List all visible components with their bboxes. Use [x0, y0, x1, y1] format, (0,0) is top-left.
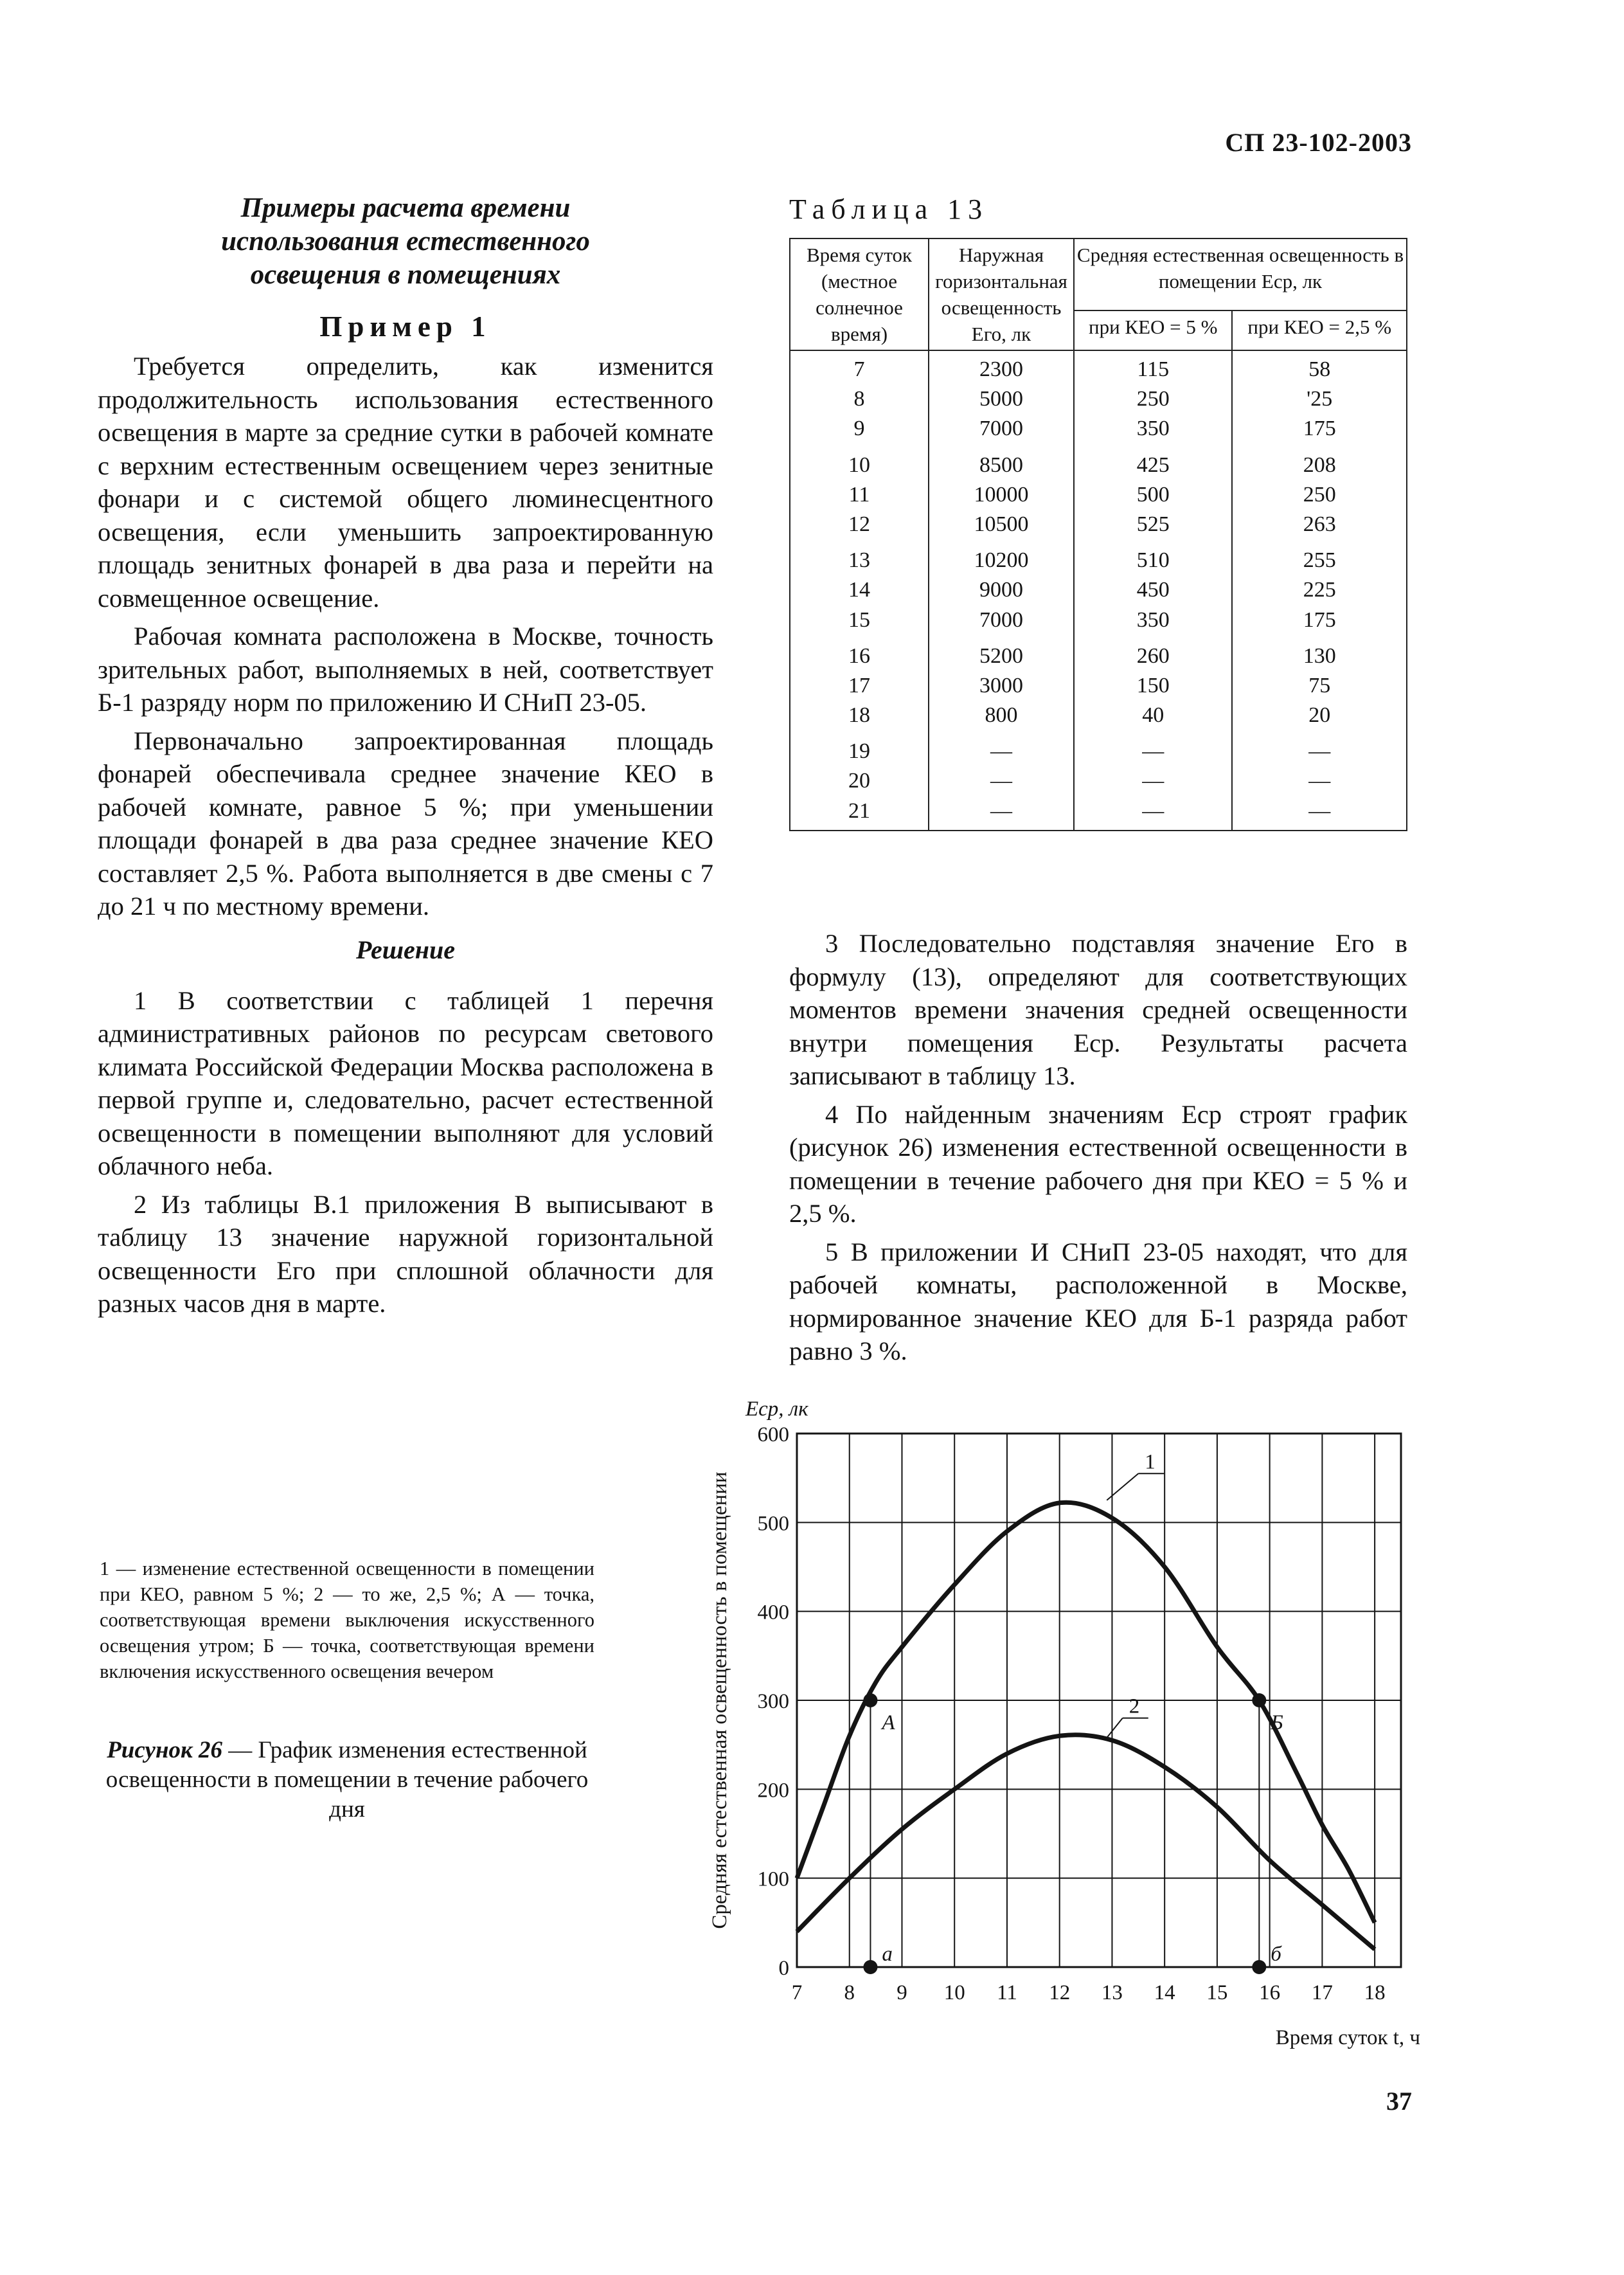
y-axis-side-label: Средняя естественная освещенность в помещении: [708, 1471, 731, 1929]
paragraph: 1 В соответствии с таблицей 1 перечня административных районов по ресурсам светового климата Российской Федерации Москва расположена в первой группе и, следовательно, расчет естественной освещенности в помещении выполняют для условий облачного неба.: [98, 985, 713, 1180]
y-axis-top-label: Eср, лк: [745, 1398, 808, 1421]
annotation-label: а: [882, 1943, 893, 1966]
table-cell: —: [1142, 798, 1164, 823]
page-number: 37: [1386, 2087, 1412, 2116]
table-row: [790, 350, 1407, 831]
table-cell: 9000: [979, 578, 1023, 602]
section-title: [98, 192, 713, 292]
paragraph: 3 Последовательно подставляя значение Eго в формулу (13), определяют для соответствующих моментов времени значения средней освещенности внутри помещения Eср. Результаты расчета записывают в таблицу 13.: [789, 929, 1407, 1090]
table-cell: 10: [848, 453, 870, 477]
table-cell: 10200: [974, 548, 1029, 573]
x-axis-label: Время суток t, ч: [1275, 2026, 1420, 2049]
table-cell: 9: [853, 417, 865, 441]
x-tick-label: 12: [1049, 1981, 1071, 2004]
table-cell: 350: [1136, 607, 1170, 632]
table-cell: 208: [1303, 453, 1336, 477]
section-title-line: Примеры расчета времени: [240, 193, 571, 223]
table-cell: 20: [848, 769, 870, 793]
y-tick-label: 100: [757, 1867, 789, 1891]
table-cell: 800: [985, 703, 1018, 728]
col-header-indoor: Средняя естественная освещенность в помещении Eср, лк: [1074, 238, 1407, 310]
table-cell: 8: [853, 387, 865, 411]
table-cell: 175: [1303, 417, 1336, 441]
table-cell: 11: [848, 482, 870, 507]
table-cell: 260: [1136, 643, 1170, 668]
illuminance-chart: [707, 1369, 1433, 2070]
paragraph: Рабочая комната расположена в Москве, точность зрительных работ, выполняемых в ней, соответствует Б-1 разряду норм по приложению И СНиП 23-05.: [98, 622, 713, 717]
series-label: 1: [1145, 1450, 1156, 1474]
table-caption: Таблица 13: [789, 193, 989, 225]
table-cell: 525: [1136, 512, 1170, 536]
table-cell: 15: [848, 607, 870, 632]
figure-caption-text: — График изменения естественной освещенности в помещении в течение рабочего дня: [105, 1737, 589, 1822]
figure-caption-label: Рисунок 26: [107, 1737, 223, 1763]
table-cell: 40: [1142, 703, 1164, 728]
table-cell: —: [1308, 739, 1331, 764]
section-title-line: освещения в помещениях: [250, 260, 561, 290]
table-cell: 12: [848, 512, 870, 536]
table-cell: 10500: [974, 512, 1029, 536]
annotation-label: б: [1271, 1943, 1281, 1966]
col-header-time: Время суток (местное солнечное время): [790, 238, 929, 350]
x-tick-label: 9: [897, 1981, 907, 2004]
table-cell: 7000: [979, 417, 1023, 441]
x-tick-label: 16: [1259, 1981, 1281, 2004]
y-tick-label: 200: [757, 1779, 789, 1803]
table-cell: 3000: [979, 673, 1023, 697]
table-cell: 250: [1303, 482, 1336, 507]
x-tick-label: 15: [1206, 1981, 1228, 2004]
table-cell: 175: [1303, 607, 1336, 632]
table-cell: 16: [848, 643, 870, 668]
series-label: 2: [1129, 1695, 1140, 1718]
table-cell: 425: [1136, 453, 1170, 477]
col-header-keo25: при КЕО = 2,5 %: [1232, 310, 1407, 350]
y-tick-label: 0: [778, 1957, 789, 1980]
x-tick-label: 13: [1101, 1981, 1123, 2004]
x-tick-label: 14: [1154, 1981, 1175, 2004]
table-cell: —: [1308, 798, 1331, 823]
table-cell: 75: [1308, 673, 1331, 697]
right-column: [789, 927, 1407, 1373]
table-cell: 19: [848, 739, 870, 764]
table-cell: —: [1142, 739, 1164, 764]
section-title-line: использования естественного: [221, 226, 590, 256]
example-title: Пример 1: [319, 310, 492, 343]
table-cell: —: [1142, 769, 1164, 793]
table-cell: 115: [1137, 357, 1170, 381]
paragraph: 4 По найденным значениям Eср строят график (рисунок 26) изменения естественной освещенности в помещении в течение рабочего дня при КЕО = 5 % и 2,5 %.: [789, 1099, 1407, 1228]
x-tick-label: 11: [997, 1981, 1017, 2004]
table-cell: 510: [1136, 548, 1170, 573]
table-cell: 7: [853, 357, 865, 381]
paragraph: 5 В приложении И СНиП 23-05 находят, что для рабочей комнаты, расположенной в Москве, нормированное значение КЕО для Б-1 разряда работ равно 3 %.: [789, 1237, 1407, 1365]
y-tick-label: 600: [757, 1423, 789, 1446]
x-tick-label: 8: [844, 1981, 855, 2004]
table-cell: 150: [1136, 673, 1170, 697]
paragraph: Первоначально запроектированная площадь фонарей обеспечивала среднее значение КЕО в рабочей комнате, равное 5 %; при уменьшении площади фонарей в два раза среднее значение КЕО составляет 2,5 %. Работа выполняется в две смены с 7 до 21 ч по местному времени.: [98, 726, 713, 921]
series-line-2: [797, 1735, 1375, 1950]
table-cell: 7000: [979, 607, 1023, 632]
table-cell: 350: [1136, 417, 1170, 441]
y-tick-label: 500: [757, 1512, 789, 1536]
paragraph: 2 Из таблицы В.1 приложения В выписывают в таблицу 13 значение наружной горизонтальной освещенности Eго при сплошной облачности для разных часов дня в марте.: [98, 1189, 713, 1318]
table-cell: 8500: [979, 453, 1023, 477]
table-cell: 18: [848, 703, 870, 728]
table-cell: —: [990, 798, 1012, 823]
figure-caption: [100, 1736, 594, 1824]
table-cell: 20: [1308, 703, 1331, 728]
table-cell: 255: [1303, 548, 1336, 573]
table-cell: 5000: [979, 387, 1023, 411]
table-cell: —: [990, 739, 1012, 764]
table-cell: 5200: [979, 643, 1023, 668]
table-cell: 21: [848, 798, 870, 823]
x-tick-label: 18: [1364, 1981, 1386, 2004]
table-cell: 58: [1308, 357, 1331, 381]
col-header-outdoor: Наружная горизонтальная освещенность Eго, лк: [929, 238, 1074, 350]
x-tick-label: 17: [1311, 1981, 1333, 2004]
table-cell-column: [790, 350, 929, 831]
table-cell: 250: [1136, 387, 1170, 411]
table-cell: 10000: [974, 482, 1029, 507]
table-cell-column: [1074, 350, 1232, 831]
table-cell: —: [1308, 769, 1331, 793]
left-column: [98, 192, 713, 1326]
table-cell: 17: [848, 673, 870, 697]
table-cell-column: [1232, 350, 1407, 831]
series-label-leader: [1107, 1718, 1123, 1738]
paragraph: Требуется определить, как изменится продолжительность использования естественного освещения в марте за средние сутки в рабочей комнате с верхним естественным освещением через зенитные фонари и с системой общего люминесцентного освещения, если уменьшить запроектированную площадь зенитных фонарей в два раза и перейти на совмещенное освещение.: [98, 352, 713, 613]
table-cell: 225: [1303, 578, 1336, 602]
y-tick-label: 300: [757, 1690, 789, 1713]
table-cell: 263: [1303, 512, 1336, 536]
table-cell: 2300: [979, 357, 1023, 381]
y-tick-label: 400: [757, 1601, 789, 1624]
table-cell: 130: [1303, 643, 1336, 668]
x-tick-label: 7: [791, 1981, 803, 2004]
annotation-label: А: [882, 1711, 895, 1734]
x-tick-label: 10: [943, 1981, 965, 2004]
table-cell: 450: [1136, 578, 1170, 602]
table-cell: 14: [848, 578, 870, 602]
table-cell: 500: [1136, 482, 1170, 507]
data-table: [789, 238, 1407, 831]
table-body: [790, 350, 1407, 831]
figure-legend: 1 — изменение естественной освещенности в помещении при КЕО, равном 5 %; 2 — то же, 2,5 %; А — точка, соответствующая времени выключения искусственного освещения утром; Б — точка, соответствующая времени включения искусственного освещения вечером: [100, 1558, 594, 1682]
table-cell: —: [990, 769, 1012, 793]
table-cell: '25: [1307, 387, 1333, 411]
solution-title: Решение: [355, 935, 456, 964]
col-header-keo5: при КЕО = 5 %: [1074, 310, 1232, 350]
table-cell: 13: [848, 548, 870, 573]
document-code: СП 23-102-2003: [1225, 128, 1412, 157]
annotation-label: Б: [1271, 1711, 1283, 1734]
table-cell-column: [929, 350, 1074, 831]
